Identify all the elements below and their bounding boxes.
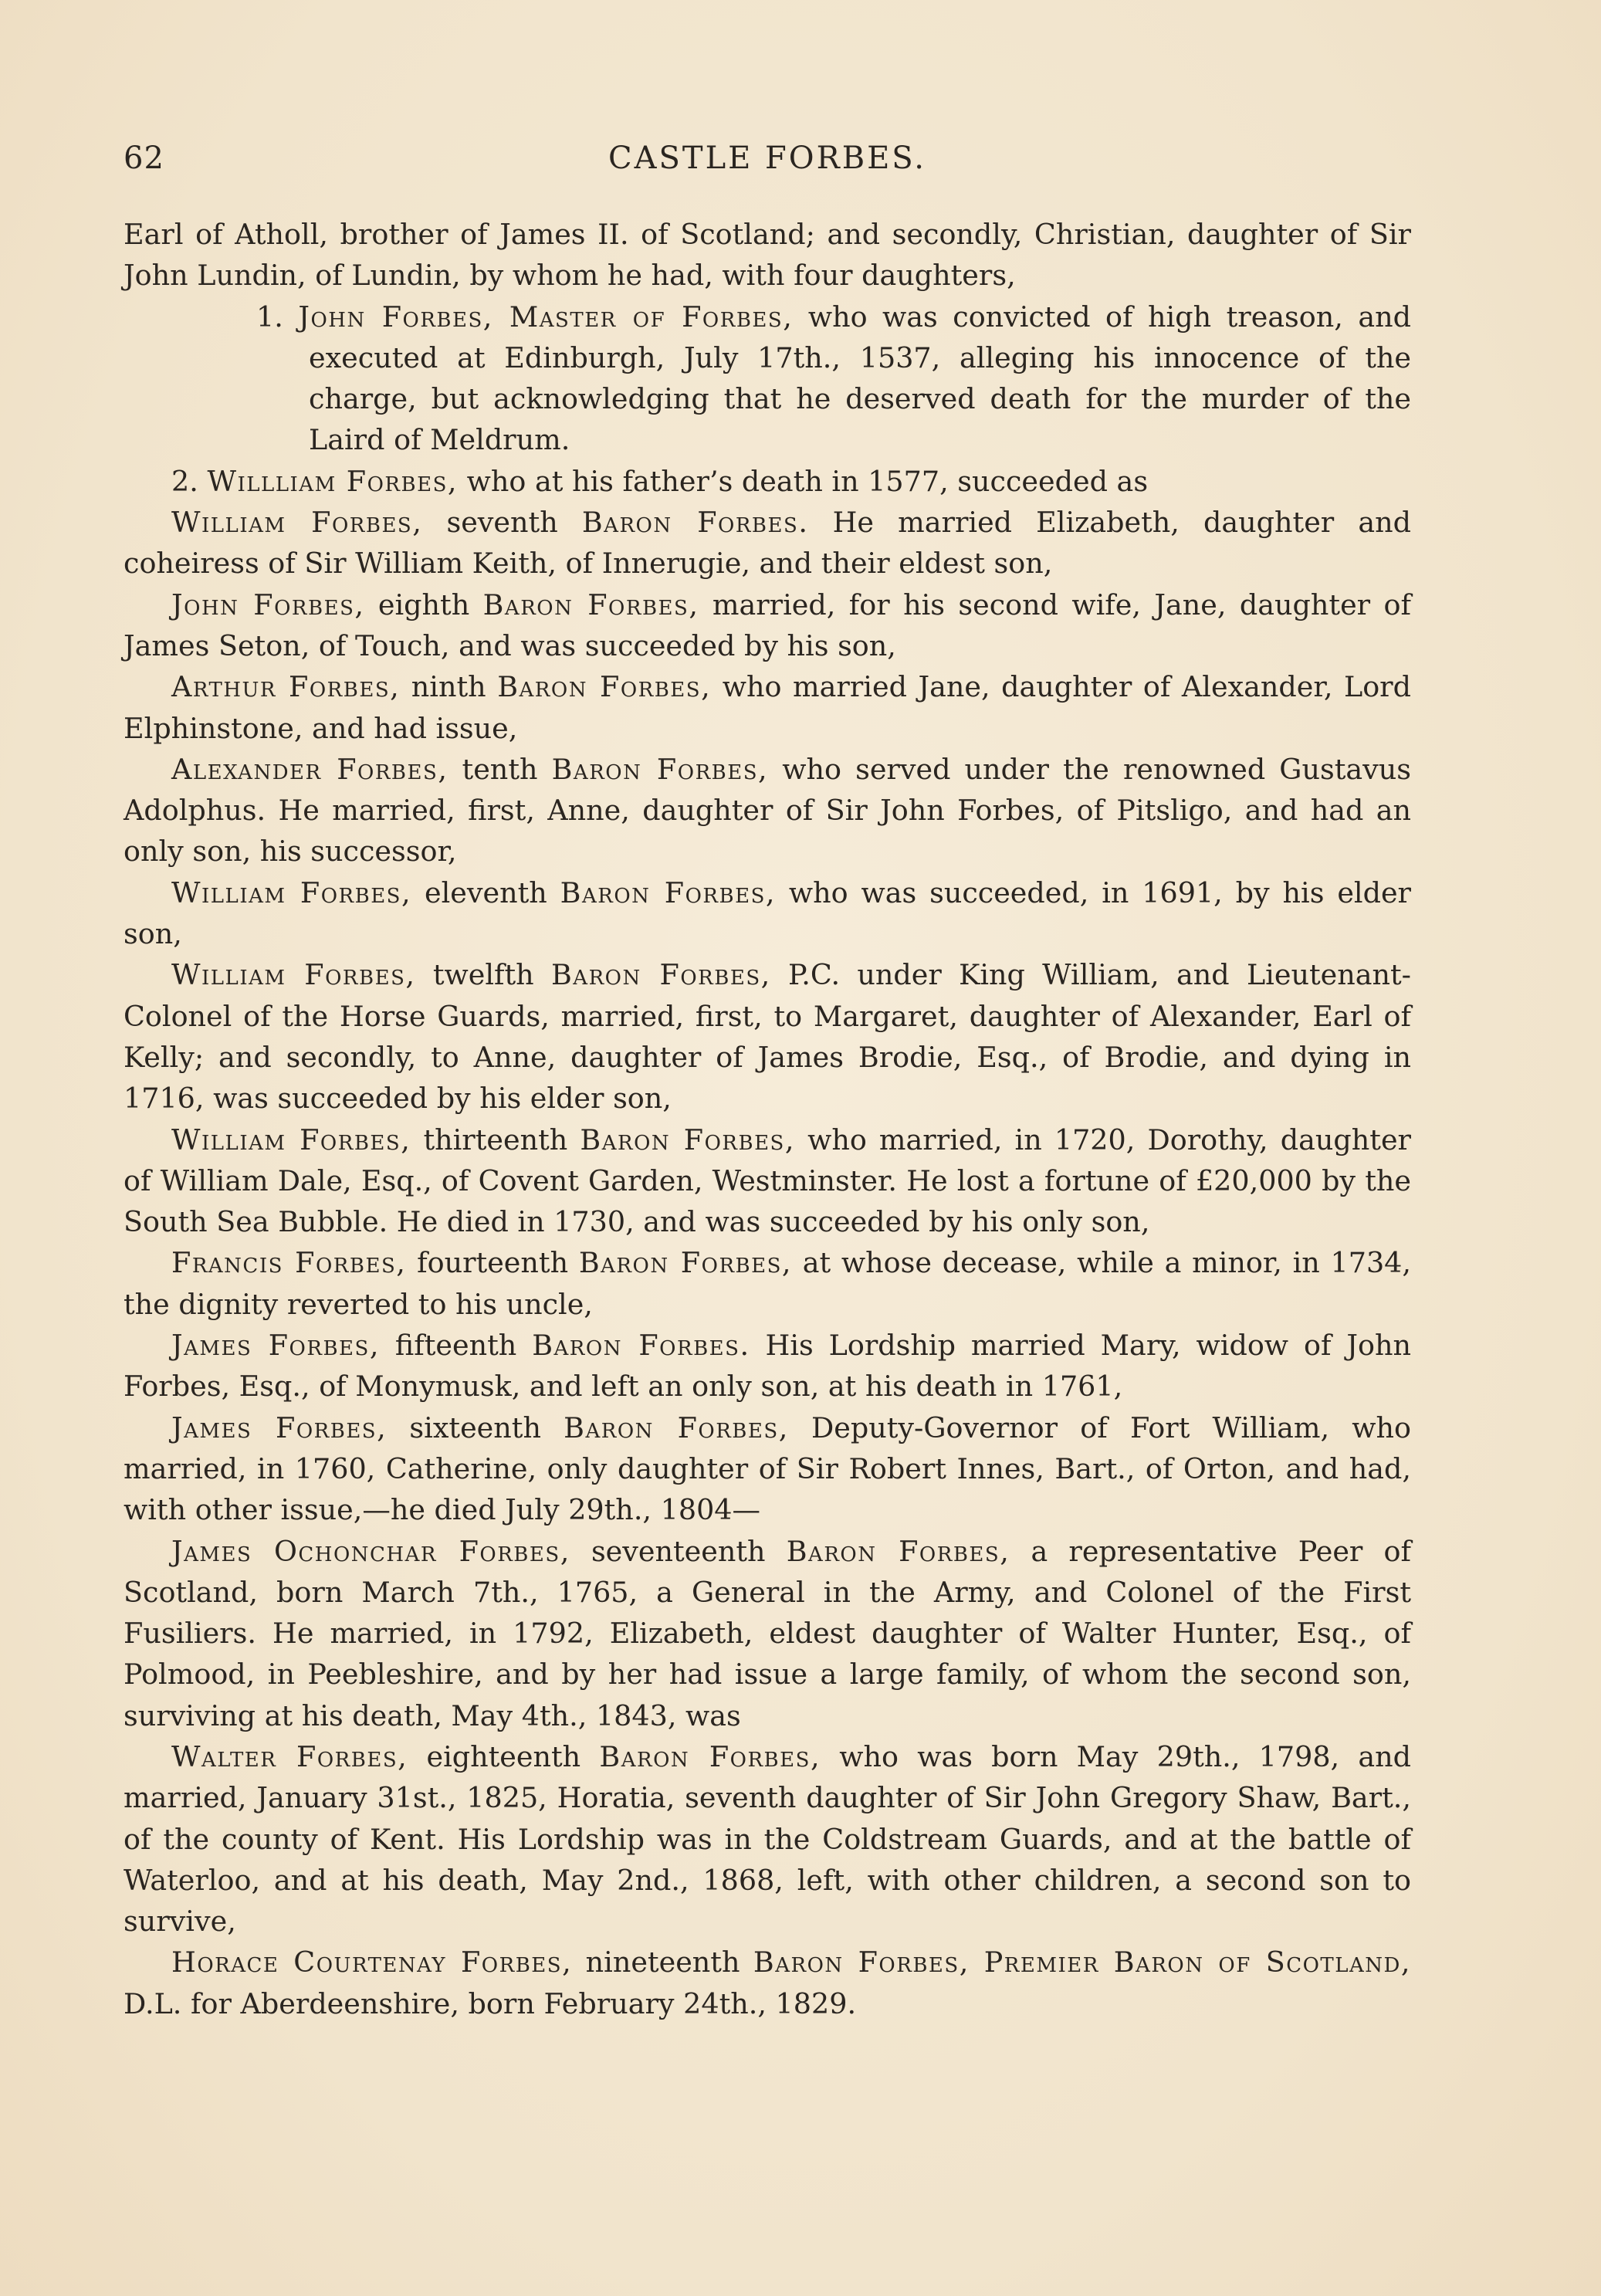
paragraph: James Ochonchar Forbes, seventeenth Baron Forbes, a representative Peer of Scotland, born March 7th., 1765, a General in the Army, and Colonel of the First Fusiliers. He married, in 1792, Elizabeth, eldest daughter of Walter Hunter, Esq., of Polmood, in Peebleshire, and by her had issue a large family, of whom the second son, surviving at his death, May 4th., 1843, was bbox=[124, 1534, 1412, 1732]
person-name: Alexander Forbes, bbox=[171, 752, 448, 786]
title-name: Baron Forbes, bbox=[497, 670, 712, 704]
title-name: Baron Forbes, bbox=[564, 1410, 789, 1444]
person-name: James Forbes, bbox=[171, 1329, 380, 1363]
numbered-item: 2. Willliam Forbes, who at his father’s death in 1577, succeeded as bbox=[171, 464, 1149, 498]
title-name: Baron Forbes, bbox=[599, 1739, 821, 1773]
person-name: William Forbes, bbox=[171, 958, 416, 992]
paragraph: John Forbes, eighth Baron Forbes, married, for his second wife, Jane, daughter of James Seton, of Touch, and was succeeded by his son, bbox=[124, 588, 1411, 662]
body-text bbox=[124, 214, 1411, 2024]
paragraph: William Forbes, seventh Baron Forbes. He married Elizabeth, daughter and coheiress of Sir William Keith, of Innerugie, and their eldest son, bbox=[124, 506, 1411, 581]
title-name: Baron Forbes, bbox=[551, 752, 769, 786]
title-name: Baron Forbes, bbox=[560, 875, 776, 909]
item-number: 1. bbox=[256, 300, 283, 334]
person-name: Willliam Forbes, bbox=[207, 464, 459, 498]
person-name: John Forbes, Master of Forbes, bbox=[298, 300, 794, 334]
paragraph: Alexander Forbes, tenth Baron Forbes, who served under the renowned Gustavus Adolphus. He married, first, Anne, daughter of Sir John Forbes, of Pitsligo, and had an only son, his successor, bbox=[124, 752, 1411, 869]
person-name: John Forbes, bbox=[171, 588, 365, 621]
person-name: Horace Courtenay Forbes, bbox=[171, 1946, 573, 1979]
title-name: Baron Forbes, bbox=[482, 588, 699, 621]
title-name: Baron Forbes. bbox=[532, 1329, 750, 1363]
paragraph: William Forbes, thirteenth Baron Forbes, who married, in 1720, Dorothy, daughter of William Dale, Esq., of Covent Garden, Westminster. He lost a fortune of £20,000 by the South Sea Bubble. He died in 1730, and was succeeded by his only son, bbox=[124, 1123, 1411, 1239]
person-name: James Forbes, bbox=[171, 1410, 388, 1444]
numbered-item: 1. John Forbes, Master of Forbes, who was convicted of high treason, and executed at Edinburgh, July 17th., 1537, alleging his innocence of the charge, but acknowledging that he deserved death for the murder of the Laird of Meldrum. bbox=[256, 300, 1411, 457]
person-name: Walter Forbes, bbox=[171, 1739, 408, 1773]
person-name: William Forbes, bbox=[171, 875, 412, 909]
paragraph: Arthur Forbes, ninth Baron Forbes, who married Jane, daughter of Alexander, Lord Elphinstone, and had issue, bbox=[124, 670, 1411, 745]
paragraph: James Forbes, sixteenth Baron Forbes, Deputy-Governor of Fort William, who married, in 1760, Catherine, only daughter of Sir Robert Innes, Bart., of Orton, and had, with other issue,—he died July 29th., 1804— bbox=[124, 1410, 1412, 1527]
title-name: Baron Forbes, bbox=[550, 958, 771, 992]
title-name: Baron Forbes, bbox=[578, 1246, 793, 1280]
paragraph: Earl of Atholl, brother of James II. of Scotland; and secondly, Christian, daughter of Sir John Lundin, of Lundin, by whom he had, with four daughters, bbox=[124, 218, 1411, 293]
title-name: Baron Forbes, Premier Baron of Scotland, bbox=[753, 1946, 1412, 1979]
paragraph: Horace Courtenay Forbes, nineteenth Baron Forbes, Premier Baron of Scotland, D.L. for Aberdeenshire, born February 24th., 1829. bbox=[124, 1946, 1412, 2020]
title-name: Baron Forbes. bbox=[581, 506, 809, 540]
paragraph: William Forbes, eleventh Baron Forbes, who was succeeded, in 1691, by his elder son, bbox=[124, 875, 1412, 951]
person-name: William Forbes, bbox=[171, 1123, 411, 1156]
title-name: Baron Forbes, bbox=[580, 1123, 795, 1156]
page-number: 62 bbox=[124, 141, 164, 176]
item-number: 2. bbox=[171, 464, 198, 498]
person-name: James Ochonchar Forbes, bbox=[171, 1534, 570, 1568]
title-name: Baron Forbes, bbox=[786, 1534, 1010, 1568]
paragraph: Walter Forbes, eighteenth Baron Forbes, who was born May 29th., 1798, and married, January 31st., 1825, Horatia, seventh daughter of Sir John Gregory Shaw, Bart., of the county of Kent. His Lordship was in the Coldstream Guards, and at the battle of Waterloo, and at his death, May 2nd., 1868, left, with other children, a second son to survive, bbox=[124, 1739, 1411, 1939]
paragraph: James Forbes, fifteenth Baron Forbes. His Lordship married Mary, widow of John Forbes, Esq., of Monymusk, and left an only son, at his death in 1761, bbox=[124, 1329, 1411, 1404]
running-title: CASTLE FORBES. bbox=[608, 141, 926, 176]
person-name: Francis Forbes, bbox=[171, 1246, 407, 1280]
page-header bbox=[124, 141, 1411, 187]
paragraph: William Forbes, twelfth Baron Forbes, P.C. under King William, and Lieutenant-Colonel of the Horse Guards, married, first, to Margaret, daughter of Alexander, Earl of Kelly; and secondly, to Anne, daughter of James Brodie, Esq., of Brodie, and dying in 1716, was succeeded by his elder son, bbox=[124, 958, 1412, 1116]
person-name: Arthur Forbes, bbox=[171, 670, 401, 704]
person-name: William Forbes, bbox=[171, 506, 423, 540]
paragraph: Francis Forbes, fourteenth Baron Forbes, at whose decease, while a minor, in 1734, the dignity reverted to his uncle, bbox=[124, 1246, 1412, 1321]
